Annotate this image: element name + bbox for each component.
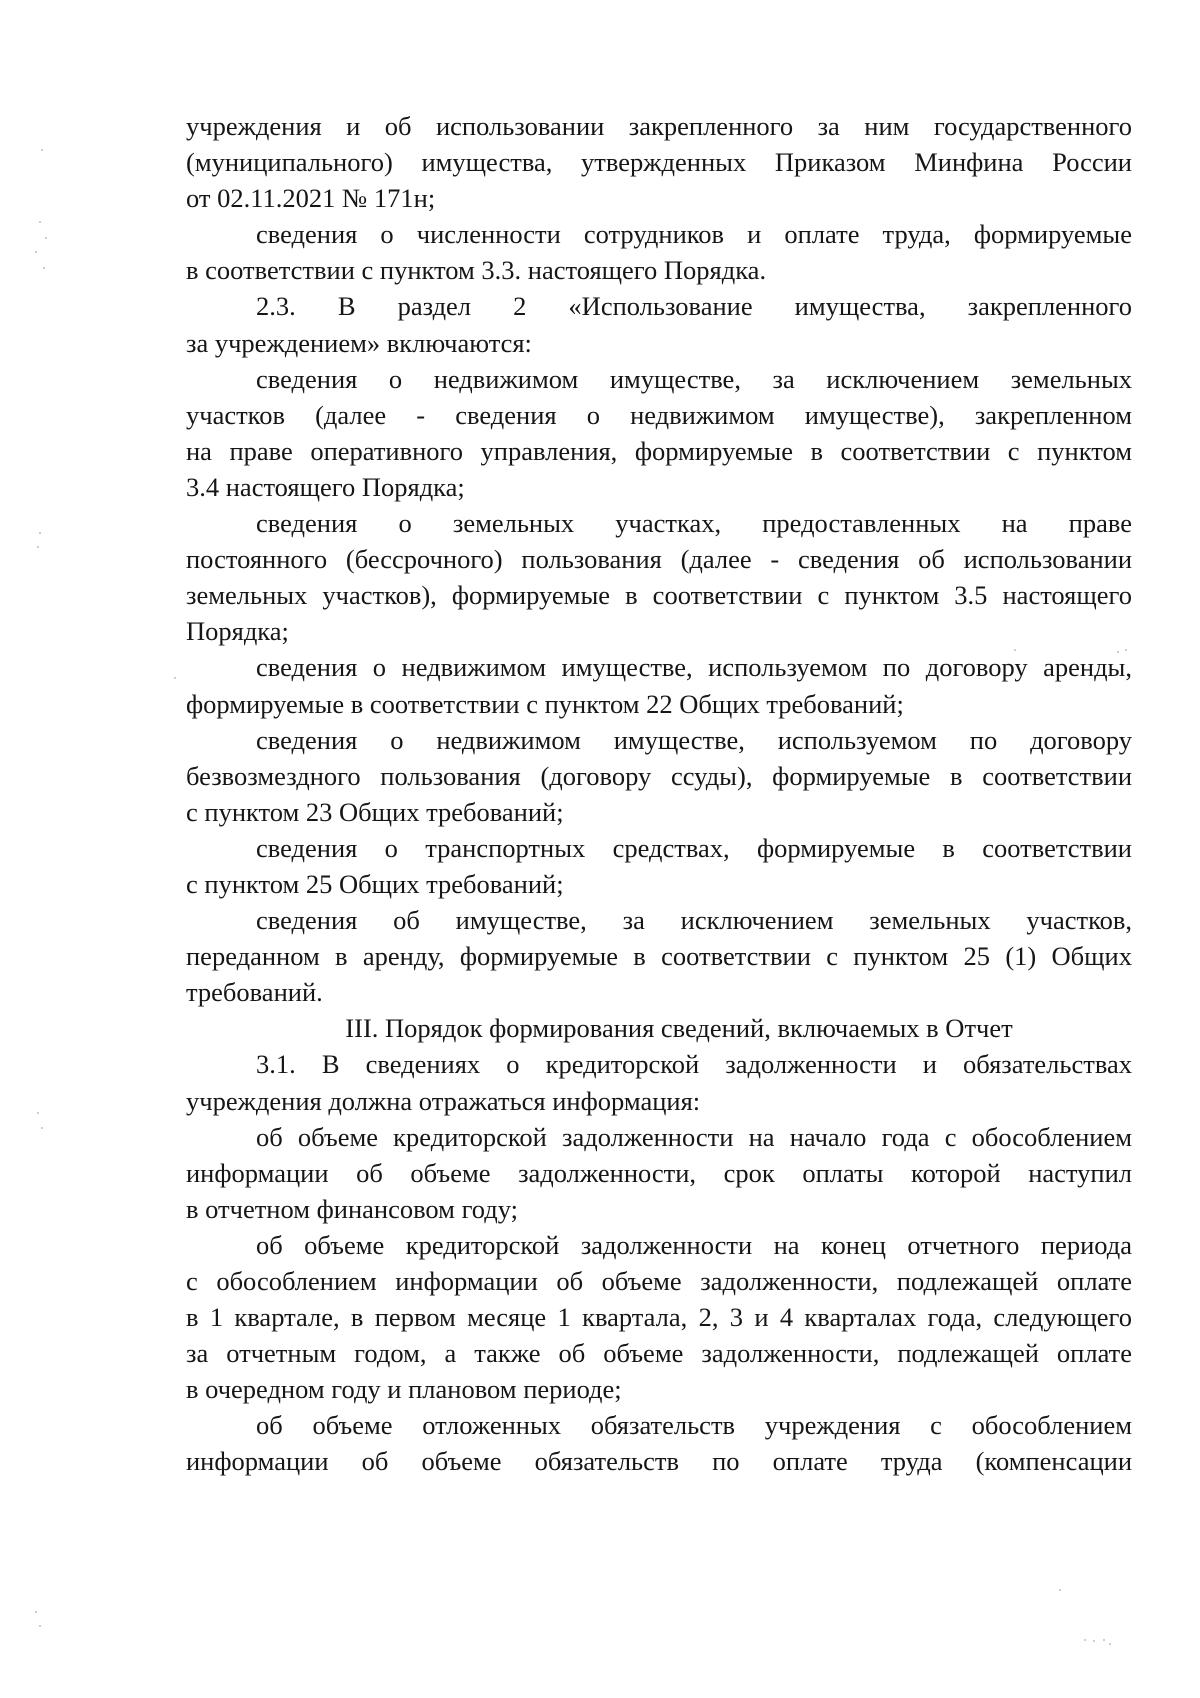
text-line: сведения об имуществе, за исключением земельных участков,: [256, 905, 1132, 936]
section-heading: III. Порядок формирования сведений, включаемых в Отчет: [345, 1013, 1013, 1044]
text-line: участков (далее - сведения о недвижимом имуществе), закрепленном: [186, 399, 1132, 430]
text-line: учреждения и об использовании закрепленного за ним государственного: [186, 111, 1132, 141]
text-line: информации об объеме задолженности, срок оплаты которой наступил: [186, 1157, 1132, 1188]
body-text: [186, 108, 1132, 1480]
text-line: от 02.11.2021 № 171н;: [186, 183, 436, 214]
text-line: безвозмездного пользования (договору ссуды), формируемые в соответствии: [186, 760, 1132, 791]
text-line: земельных участков), формируемые в соответствии с пунктом 3.5 настоящего: [186, 580, 1132, 611]
text-line: в очередном году и плановом периоде;: [186, 1374, 622, 1405]
text-line: учреждения должна отражаться информация:: [186, 1085, 701, 1116]
text-line: с обособлением информации об объеме задолженности, подлежащей оплате: [186, 1266, 1132, 1296]
text-line: в отчетном финансовом году;: [186, 1193, 519, 1224]
text-line: сведения о недвижимом имуществе, используемом по договору аренды,: [256, 652, 1132, 683]
text-line: сведения о недвижимом имуществе, используемом по договору: [256, 724, 1132, 755]
text-line: за учреждением» включаются:: [186, 327, 532, 358]
text-line: на праве оперативного управления, формируемые в соответствии с пунктом: [186, 435, 1132, 466]
text-line: об объеме отложенных обязательств учреждения с обособлением: [256, 1410, 1132, 1441]
text-line: в 1 квартале, в первом месяце 1 квартала, 2, 3 и 4 кварталах года, следующего: [186, 1302, 1132, 1333]
text-line: об объеме кредиторской задолженности на конец отчетного периода: [256, 1229, 1132, 1260]
text-line: за отчетным годом, а также об объеме задолженности, подлежащей оплате: [186, 1338, 1132, 1369]
text-line: с пунктом 25 Общих требований;: [186, 868, 564, 899]
text-line: постоянного (бессрочного) пользования (далее - сведения об использовании: [186, 544, 1132, 575]
text-line: об объеме кредиторской задолженности на начало года с обособлением: [256, 1121, 1132, 1152]
text-line: сведения о транспортных средствах, формируемые в соответствии: [256, 832, 1132, 863]
text-line: сведения о численности сотрудников и оплате труда, формируемые: [256, 219, 1132, 250]
text-line: в соответствии с пунктом 3.3. настоящего Порядка.: [186, 255, 767, 286]
text-line: сведения о недвижимом имуществе, за исключением земельных: [256, 363, 1132, 394]
text-line: переданном в аренду, формируемые в соответствии с пунктом 25 (1) Общих: [186, 941, 1132, 972]
text-line: информации об объеме обязательств по оплате труда (компенсации: [186, 1446, 1132, 1477]
text-line: (муниципального) имущества, утвержденных Приказом Минфина России: [186, 147, 1132, 178]
text-line: 3.4 настоящего Порядка;: [186, 471, 465, 502]
text-line: требований.: [186, 977, 323, 1008]
text-line: сведения о земельных участках, предоставленных на праве: [256, 508, 1132, 539]
text-line: с пунктом 23 Общих требований;: [186, 796, 564, 827]
text-line: Порядка;: [186, 616, 289, 647]
text-line: 2.3. В раздел 2 «Использование имущества, закрепленного: [256, 291, 1132, 322]
text-line: формируемые в соответствии с пунктом 22 Общих требований;: [186, 688, 904, 719]
text-line: 3.1. В сведениях о кредиторской задолженности и обязательствах: [256, 1049, 1132, 1080]
